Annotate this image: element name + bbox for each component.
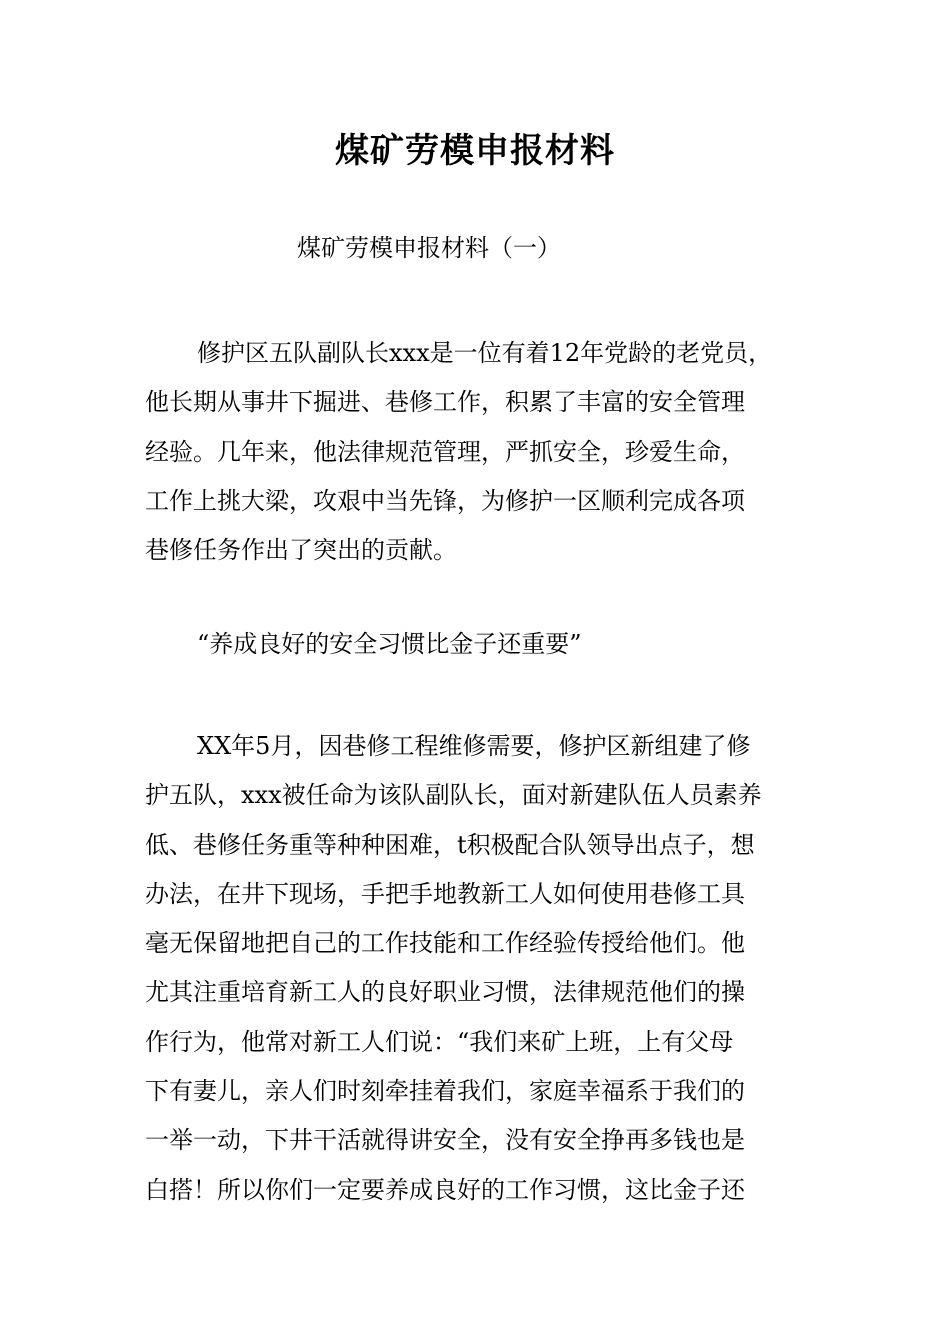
paragraph-line: 办法，在井下现场，手把手地教新工人如何使用巷修工具 (145, 879, 745, 908)
paragraph-line: 下有妻儿，亲人们时刻牵挂着我们，家庭幸福系于我们的 (145, 1077, 745, 1106)
paragraph-line: 工作上挑大梁，攻艰中当先锋，为修护一区顺利完成各项 (145, 486, 745, 515)
paragraph-line: 一举一动，下井干活就得讲安全，没有安全挣再多钱也是 (145, 1126, 745, 1155)
paragraph-intro (145, 329, 845, 575)
paragraph-line: 毫无保留地把自己的工作技能和工作经验传授给他们。他 (145, 929, 745, 958)
paragraph-line: XX年5月，因巷修工程维修需要，修护区新组建了修 (197, 732, 751, 760)
paragraph-line: 尤其注重培育新工人的良好职业习惯，法律规范他们的操 (145, 978, 745, 1007)
paragraph-line: 低、巷修任务重等种种困难，t积极配合队领导出点子，想 (145, 830, 755, 859)
paragraph-line: 修护区五队副队长xxx是一位有着12年党龄的老党员， (197, 339, 773, 367)
paragraph-line: 作行为，他常对新工人们说：“我们来矿上班，上有父母 (145, 1027, 734, 1056)
section-heading: “养成良好的安全习惯比金子还重要” (197, 630, 582, 658)
paragraph-body (145, 722, 845, 1215)
document-title: 煤矿劳模申报材料 (335, 131, 615, 171)
document-subtitle: 煤矿劳模申报材料（一） (297, 234, 561, 262)
paragraph-line: 护五队，xxx被任命为该队副队长，面对新建队伍人员素养 (145, 781, 762, 810)
paragraph-line: 巷修任务作出了突出的贡献。 (145, 536, 457, 565)
paragraph-line: 他长期从事井下掘进、巷修工作，积累了丰富的安全管理 (145, 388, 745, 417)
paragraph-line: 白搭！所以你们一定要养成良好的工作习惯，这比金子还 (145, 1175, 745, 1204)
paragraph-line: 经验。几年来，他法律规范管理，严抓安全，珍爱生命， (145, 437, 745, 466)
